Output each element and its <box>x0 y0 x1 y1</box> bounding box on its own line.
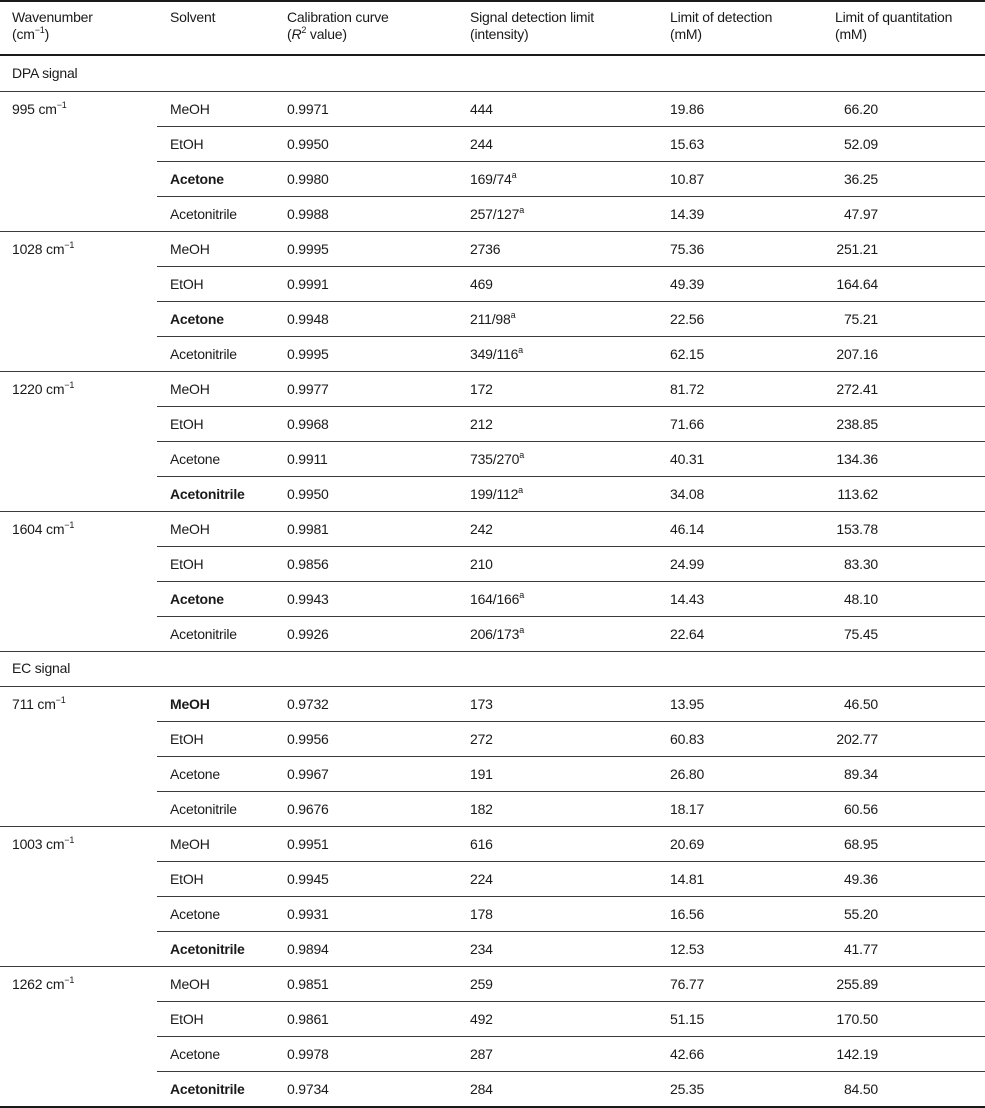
header-line1: Calibration curve <box>287 9 389 25</box>
r2-cell: 0.9894 <box>287 941 329 957</box>
r2-cell: 0.9991 <box>287 276 329 292</box>
r2-cell: 0.9732 <box>287 696 329 712</box>
signal-detection-limit-cell <box>470 311 515 327</box>
signal-detection-limit-cell <box>470 136 493 152</box>
row-rule <box>157 161 985 162</box>
solvent-cell: Acetonitrile <box>170 486 245 502</box>
r2-cell: 0.9861 <box>287 1011 329 1027</box>
row-rule <box>157 546 985 547</box>
signal-detection-limit-cell <box>470 241 500 257</box>
lod-cell: 71.66 <box>670 416 705 432</box>
sdl-value: 272 <box>470 731 493 747</box>
r2-cell: 0.9911 <box>287 451 328 467</box>
wavenumber-cell <box>12 976 74 992</box>
lod-cell: 12.53 <box>670 941 705 957</box>
r2-cell: 0.9851 <box>287 976 329 992</box>
signal-detection-limit-cell <box>470 171 516 187</box>
sdl-value: 224 <box>470 871 493 887</box>
signal-detection-limit-cell <box>470 976 493 992</box>
sdl-value: 182 <box>470 801 493 817</box>
solvent-cell: MeOH <box>170 101 210 117</box>
header-calibration-curve <box>287 9 389 43</box>
header-line2: (mM) <box>670 26 702 42</box>
loq-cell: 75.21 <box>843 311 878 327</box>
row-rule <box>157 791 985 792</box>
sdl-value: 199/112 <box>470 486 519 502</box>
loq-cell: 202.77 <box>836 731 878 747</box>
lod-cell: 51.15 <box>670 1011 705 1027</box>
loq-cell: 84.50 <box>843 1081 878 1097</box>
footnote-mark: a <box>518 345 523 355</box>
solvent-cell: Acetone <box>170 906 220 922</box>
lod-cell: 81.72 <box>670 381 705 397</box>
sdl-value: 349/116 <box>470 346 519 362</box>
loq-cell: 75.45 <box>843 626 878 642</box>
header-line2 <box>12 26 93 43</box>
unit-superscript: −1 <box>55 695 66 705</box>
sdl-value: 616 <box>470 836 493 852</box>
loq-cell: 134.36 <box>836 451 878 467</box>
header-wavenumber <box>12 9 93 43</box>
lod-cell: 18.17 <box>670 801 705 817</box>
footnote-mark: a <box>510 310 516 320</box>
r2-cell: 0.9943 <box>287 591 329 607</box>
footnote-mark: a <box>518 485 523 495</box>
solvent-cell: Acetone <box>170 766 220 782</box>
r2-cell: 0.9968 <box>287 416 329 432</box>
loq-cell: 164.64 <box>836 276 878 292</box>
r2-cell: 0.9951 <box>287 836 329 852</box>
sdl-value: 492 <box>470 1011 493 1027</box>
r2-cell: 0.9981 <box>287 521 329 537</box>
header-bottom-rule <box>0 54 985 56</box>
signal-detection-limit-cell <box>470 731 493 747</box>
sdl-value: 178 <box>470 906 493 922</box>
lod-cell: 76.77 <box>670 976 705 992</box>
sdl-value: 191 <box>470 766 493 782</box>
row-rule <box>157 301 985 302</box>
r2-cell: 0.9945 <box>287 871 329 887</box>
lod-cell: 19.86 <box>670 101 705 117</box>
header-line2: (mM) <box>835 26 867 42</box>
signal-detection-limit-cell <box>470 906 493 922</box>
signal-detection-limit-cell <box>470 381 493 397</box>
lod-cell: 26.80 <box>670 766 705 782</box>
row-rule <box>157 266 985 267</box>
row-rule <box>157 406 985 407</box>
lod-cell: 22.56 <box>670 311 705 327</box>
r2-cell: 0.9995 <box>287 346 329 362</box>
loq-cell: 153.78 <box>836 521 878 537</box>
solvent-cell: EtOH <box>170 1011 204 1027</box>
lod-cell: 46.14 <box>670 521 705 537</box>
footnote-mark: a <box>519 625 525 635</box>
sdl-value: 2736 <box>470 241 501 257</box>
header-line1: Signal detection limit <box>470 9 594 25</box>
r2-cell: 0.9995 <box>287 241 329 257</box>
r2-cell: 0.9971 <box>287 101 329 117</box>
lod-cell: 60.83 <box>670 731 705 747</box>
lod-cell: 62.15 <box>670 346 705 362</box>
lod-cell: 34.08 <box>670 486 705 502</box>
wavenumber-value: 1604 cm <box>12 521 65 537</box>
header-text: (R <box>287 26 302 42</box>
signal-detection-limit-cell <box>470 346 523 362</box>
sdl-value: 469 <box>470 276 493 292</box>
header-solvent <box>170 9 215 26</box>
sdl-value: 259 <box>470 976 493 992</box>
sdl-value: 210 <box>470 556 493 572</box>
signal-detection-limit-cell <box>470 101 493 117</box>
signal-detection-limit-cell <box>470 1011 493 1027</box>
wavenumber-cell <box>12 241 74 257</box>
unit-superscript: −1 <box>56 100 67 110</box>
signal-detection-limit-cell <box>470 836 493 852</box>
wavenumber-value: 995 cm <box>12 101 57 117</box>
header-line1: Limit of detection <box>670 9 773 25</box>
loq-cell: 170.50 <box>836 1011 878 1027</box>
sdl-value: 211/98 <box>470 311 511 327</box>
loq-cell: 49.36 <box>843 871 878 887</box>
lod-cell: 22.64 <box>670 626 705 642</box>
footnote-mark: a <box>519 450 525 460</box>
r2-cell: 0.9926 <box>287 626 329 642</box>
row-rule <box>157 756 985 757</box>
solvent-cell: EtOH <box>170 731 204 747</box>
lod-cell: 16.56 <box>670 906 705 922</box>
section-title: EC signal <box>12 660 71 676</box>
sdl-value: 244 <box>470 136 493 152</box>
header-line1: Solvent <box>170 9 216 25</box>
solvent-cell: Acetonitrile <box>170 206 237 222</box>
sdl-value: 212 <box>470 416 493 432</box>
header-text: (cm <box>12 26 35 42</box>
row-rule <box>157 861 985 862</box>
solvent-cell: MeOH <box>170 381 210 397</box>
lod-cell: 40.31 <box>670 451 705 467</box>
loq-cell: 36.25 <box>843 171 878 187</box>
signal-detection-limit-cell <box>470 521 493 537</box>
lod-cell: 20.69 <box>670 836 705 852</box>
lod-cell: 42.66 <box>670 1046 705 1062</box>
signal-detection-limit-cell <box>470 1081 493 1097</box>
lod-cell: 75.36 <box>670 241 705 257</box>
header-line2: (intensity) <box>470 26 529 42</box>
solvent-cell: MeOH <box>170 836 210 852</box>
footnote-mark: a <box>511 170 517 180</box>
signal-detection-limit-cell <box>470 591 524 607</box>
loq-cell: 60.56 <box>843 801 878 817</box>
unit-superscript: −1 <box>64 520 75 530</box>
loq-cell: 272.41 <box>836 381 878 397</box>
header-limit-of-quantitation <box>835 9 952 43</box>
group-rule <box>0 231 985 232</box>
sdl-value: 234 <box>470 941 493 957</box>
solvent-cell: Acetone <box>170 311 224 327</box>
sdl-value: 444 <box>470 101 493 117</box>
solvent-cell: EtOH <box>170 416 204 432</box>
loq-cell: 207.16 <box>836 346 878 362</box>
loq-cell: 89.34 <box>843 766 878 782</box>
header-sup: −1 <box>34 25 45 35</box>
wavenumber-value: 711 cm <box>12 696 56 712</box>
signal-detection-limit-cell <box>470 451 524 467</box>
unit-superscript: −1 <box>64 835 75 845</box>
r2-cell: 0.9950 <box>287 486 329 502</box>
header-line1: Wavenumber <box>12 9 93 25</box>
signal-detection-limit-cell <box>470 766 493 782</box>
signal-detection-limit-cell <box>470 871 493 887</box>
loq-cell: 52.09 <box>843 136 878 152</box>
lod-cell: 14.81 <box>670 871 705 887</box>
signal-detection-limit-cell <box>470 801 493 817</box>
lod-cell: 49.39 <box>670 276 705 292</box>
wavenumber-cell <box>12 521 74 537</box>
wavenumber-cell <box>12 101 67 117</box>
solvent-cell: EtOH <box>170 871 204 887</box>
sdl-value: 735/270 <box>470 451 520 467</box>
signal-detection-limit-cell <box>470 276 493 292</box>
section-rule <box>0 91 985 92</box>
wavenumber-cell <box>12 381 74 397</box>
row-rule <box>157 721 985 722</box>
top-rule <box>0 0 985 2</box>
signal-detection-limit-cell <box>470 626 524 642</box>
solvent-cell: Acetone <box>170 591 224 607</box>
row-rule <box>157 581 985 582</box>
header-limit-of-detection <box>670 9 772 43</box>
wavenumber-cell <box>12 696 66 712</box>
wavenumber-value: 1220 cm <box>12 381 65 397</box>
loq-cell: 66.20 <box>843 101 878 117</box>
row-rule <box>157 931 985 932</box>
header-line1: Limit of quantitation <box>835 9 953 25</box>
wavenumber-cell <box>12 836 74 852</box>
sdl-value: 169/74 <box>470 171 512 187</box>
sdl-value: 284 <box>470 1081 493 1097</box>
loq-cell: 55.20 <box>843 906 878 922</box>
r2-cell: 0.9978 <box>287 1046 329 1062</box>
loq-cell: 48.10 <box>843 591 878 607</box>
section-title: DPA signal <box>12 65 78 81</box>
row-rule <box>157 1001 985 1002</box>
lod-cell: 14.39 <box>670 206 705 222</box>
r2-cell: 0.9967 <box>287 766 329 782</box>
sdl-value: 242 <box>470 521 493 537</box>
sdl-value: 257/127 <box>470 206 520 222</box>
solvent-cell: EtOH <box>170 276 204 292</box>
loq-cell: 83.30 <box>843 556 878 572</box>
row-rule <box>157 1071 985 1072</box>
solvent-cell: Acetonitrile <box>170 1081 245 1097</box>
lod-cell: 10.87 <box>670 171 705 187</box>
loq-cell: 251.21 <box>836 241 878 257</box>
loq-cell: 41.77 <box>843 941 878 957</box>
signal-detection-limit-cell <box>470 206 524 222</box>
group-rule <box>0 966 985 967</box>
unit-superscript: −1 <box>64 380 75 390</box>
row-rule <box>157 1036 985 1037</box>
row-rule <box>157 126 985 127</box>
footnote-mark: a <box>519 205 525 215</box>
loq-cell: 47.97 <box>843 206 878 222</box>
signal-detection-limit-cell <box>470 486 523 502</box>
r2-cell: 0.9931 <box>287 906 329 922</box>
sdl-value: 164/166 <box>470 591 520 607</box>
solvent-cell: MeOH <box>170 976 210 992</box>
header-text: ) <box>44 26 50 42</box>
r2-cell: 0.9676 <box>287 801 329 817</box>
r2-cell: 0.9950 <box>287 136 329 152</box>
row-rule <box>157 896 985 897</box>
loq-cell: 46.50 <box>843 696 878 712</box>
signal-detection-limit-cell <box>470 1046 493 1062</box>
wavenumber-value: 1262 cm <box>12 976 65 992</box>
row-rule <box>157 336 985 337</box>
lod-cell: 14.43 <box>670 591 705 607</box>
signal-detection-limit-cell <box>470 941 493 957</box>
solvent-cell: MeOH <box>170 241 210 257</box>
footnote-mark: a <box>519 590 525 600</box>
solvent-cell: EtOH <box>170 556 204 572</box>
sdl-value: 206/173 <box>470 626 520 642</box>
row-rule <box>157 476 985 477</box>
sdl-value: 173 <box>470 696 493 712</box>
solvent-cell: Acetone <box>170 1046 220 1062</box>
r2-cell: 0.9956 <box>287 731 329 747</box>
solvent-cell: MeOH <box>170 521 210 537</box>
row-rule <box>157 616 985 617</box>
header-line2 <box>287 26 389 43</box>
loq-cell: 68.95 <box>843 836 878 852</box>
sdl-value: 172 <box>470 381 493 397</box>
wavenumber-value: 1003 cm <box>12 836 65 852</box>
lod-cell: 25.35 <box>670 1081 705 1097</box>
sdl-value: 287 <box>470 1046 493 1062</box>
lod-cell: 15.63 <box>670 136 705 152</box>
solvent-cell: EtOH <box>170 136 204 152</box>
group-rule <box>0 511 985 512</box>
row-rule <box>157 441 985 442</box>
solvent-cell: Acetonitrile <box>170 801 237 817</box>
signal-detection-limit-cell <box>470 416 493 432</box>
unit-superscript: −1 <box>64 240 75 250</box>
wavenumber-value: 1028 cm <box>12 241 65 257</box>
solvent-cell: Acetone <box>170 451 220 467</box>
loq-cell: 113.62 <box>837 486 878 502</box>
signal-detection-limit-cell <box>470 696 493 712</box>
lod-cell: 13.95 <box>670 696 705 712</box>
header-signal-detection-limit <box>470 9 594 43</box>
group-rule <box>0 651 985 652</box>
loq-cell: 255.89 <box>836 976 878 992</box>
r2-cell: 0.9948 <box>287 311 329 327</box>
lod-cell: 24.99 <box>670 556 705 572</box>
header-text: value) <box>306 26 347 42</box>
header-sup: 2 <box>301 25 307 35</box>
signal-detection-limit-cell <box>470 556 493 572</box>
r2-cell: 0.9988 <box>287 206 329 222</box>
solvent-cell: Acetonitrile <box>170 941 245 957</box>
loq-cell: 142.19 <box>836 1046 878 1062</box>
solvent-cell: Acetonitrile <box>170 626 237 642</box>
section-rule <box>0 686 985 687</box>
r2-cell: 0.9856 <box>287 556 329 572</box>
solvent-cell: Acetonitrile <box>170 346 237 362</box>
solvent-cell: Acetone <box>170 171 224 187</box>
r2-cell: 0.9980 <box>287 171 329 187</box>
group-rule <box>0 371 985 372</box>
r2-cell: 0.9734 <box>287 1081 329 1097</box>
loq-cell: 238.85 <box>836 416 878 432</box>
unit-superscript: −1 <box>64 975 75 985</box>
row-rule <box>157 196 985 197</box>
group-rule <box>0 826 985 827</box>
r2-cell: 0.9977 <box>287 381 329 397</box>
solvent-cell: MeOH <box>170 696 210 712</box>
